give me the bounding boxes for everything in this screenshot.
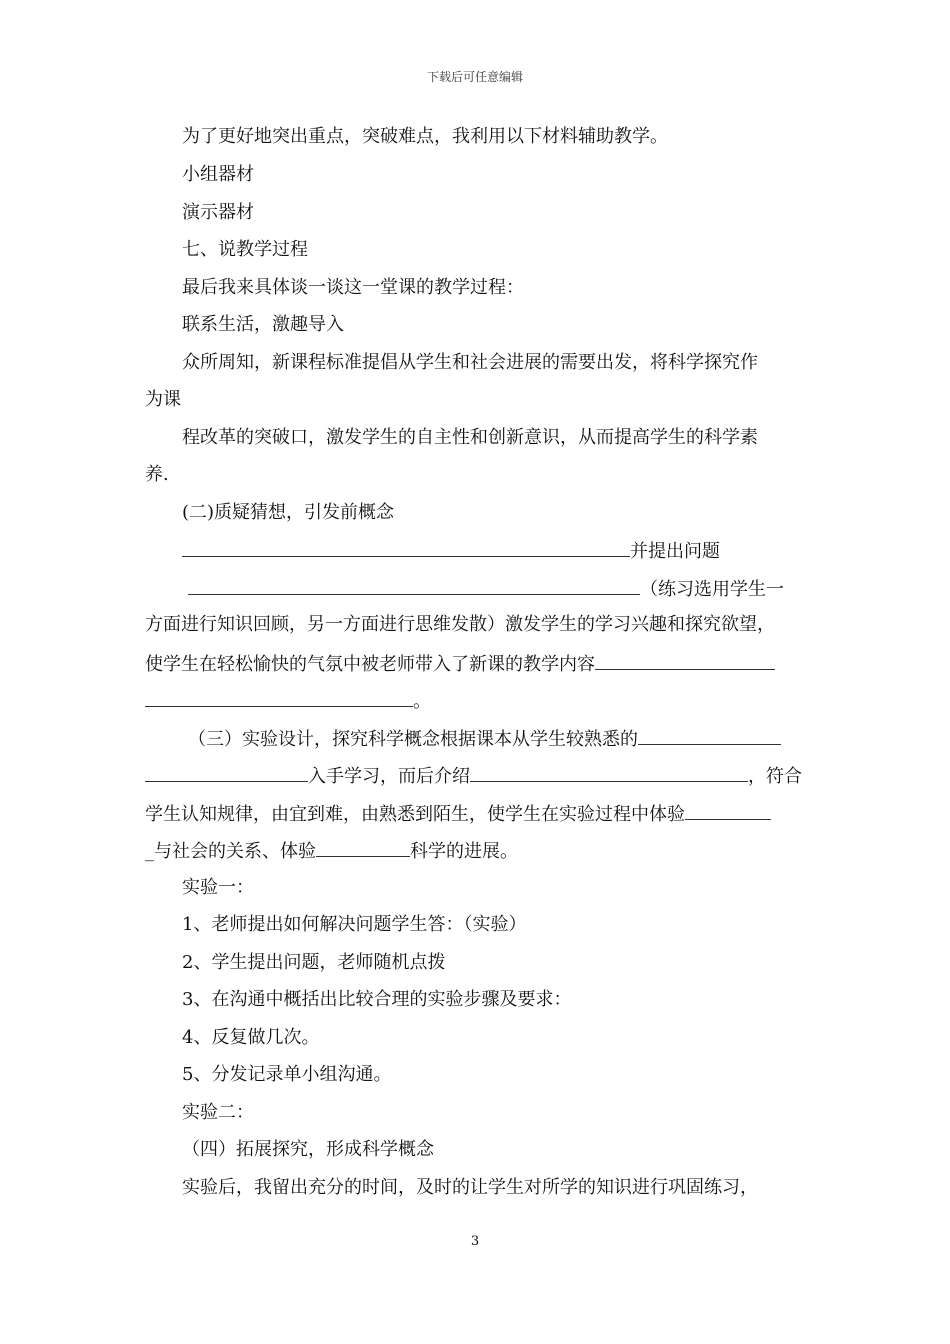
list-item: 2、学生提出问题，老师随机点拨 bbox=[182, 952, 446, 973]
list-item: 4、反复做几次。 bbox=[182, 1027, 320, 1048]
paragraph-line: 最后我来具体谈一谈这一堂课的教学过程： bbox=[182, 277, 524, 298]
subsection-heading: (二)质疑猜想，引发前概念 bbox=[182, 502, 395, 523]
fill-blank bbox=[316, 838, 410, 857]
fill-blank bbox=[685, 801, 771, 820]
list-item: 5、分发记录单小组沟通。 bbox=[182, 1064, 392, 1085]
subsection-heading: 实验二： bbox=[182, 1102, 254, 1123]
page-header: 下载后可任意编辑 bbox=[426, 70, 523, 84]
fill-blank bbox=[470, 763, 748, 782]
list-item: 3、在沟通中概括出比较合理的实验步骤及要求： bbox=[182, 989, 572, 1010]
fill-blank bbox=[188, 576, 640, 595]
paragraph-line: 学生认知规律，由宜到难，由熟悉到陌生，使学生在实验过程中体验 bbox=[145, 801, 771, 827]
fill-blank bbox=[638, 726, 781, 745]
paragraph-line: 程改革的突破口，激发学生的自主性和创新意识，从而提高学生的科学素 bbox=[182, 427, 758, 448]
paragraph-line: _与社会的关系、体验 科学的进展。 bbox=[145, 838, 518, 864]
paragraph-line: 为了更好地突出重点，突破难点，我利用以下材料辅助教学。 bbox=[182, 126, 668, 147]
paragraph-line: 实验后，我留出充分的时间，及时的让学生对所学的知识进行巩固练习， bbox=[182, 1177, 758, 1198]
list-item: 1、老师提出如何解决问题学生答：（实验） bbox=[182, 914, 527, 935]
paragraph-line: 为课 bbox=[145, 389, 181, 410]
paragraph-line: 方面进行知识回顾，另一方面进行思维发散）激发学生的学习兴趣和探究欲望， bbox=[145, 614, 775, 635]
paragraph-line: 演示器材 bbox=[182, 202, 254, 223]
section-heading: 七、说教学过程 bbox=[182, 239, 308, 260]
subsection-heading: 联系生活，激趣导入 bbox=[182, 314, 344, 335]
subsection-heading: （四）拓展探究，形成科学概念 bbox=[182, 1139, 434, 1160]
paragraph-line: 众所周知，新课程标准提倡从学生和社会进展的需要出发，将科学探究作 bbox=[182, 352, 758, 373]
fill-blank bbox=[182, 538, 630, 557]
fill-blank bbox=[145, 763, 308, 782]
paragraph-line: （练习选用学生一 bbox=[188, 576, 784, 602]
paragraph-line: 养. bbox=[145, 464, 169, 485]
paragraph-line: 使学生在轻松愉快的气氛中被老师带入了新课的教学内容 bbox=[145, 651, 775, 677]
subsection-heading: 实验一： bbox=[182, 877, 254, 898]
fill-blank bbox=[595, 651, 775, 670]
paragraph-line: 小组器材 bbox=[182, 164, 254, 185]
page-number: 3 bbox=[470, 1234, 480, 1249]
paragraph-line: 入手学习，而后介绍 ，符合 bbox=[145, 763, 802, 789]
fill-blank bbox=[145, 688, 413, 707]
paragraph-line: 并提出问题 bbox=[182, 538, 720, 564]
subsection-heading: （三）实验设计，探究科学概念根据课本从学生较熟悉的 bbox=[188, 726, 781, 752]
paragraph-line: 。 bbox=[145, 688, 431, 714]
